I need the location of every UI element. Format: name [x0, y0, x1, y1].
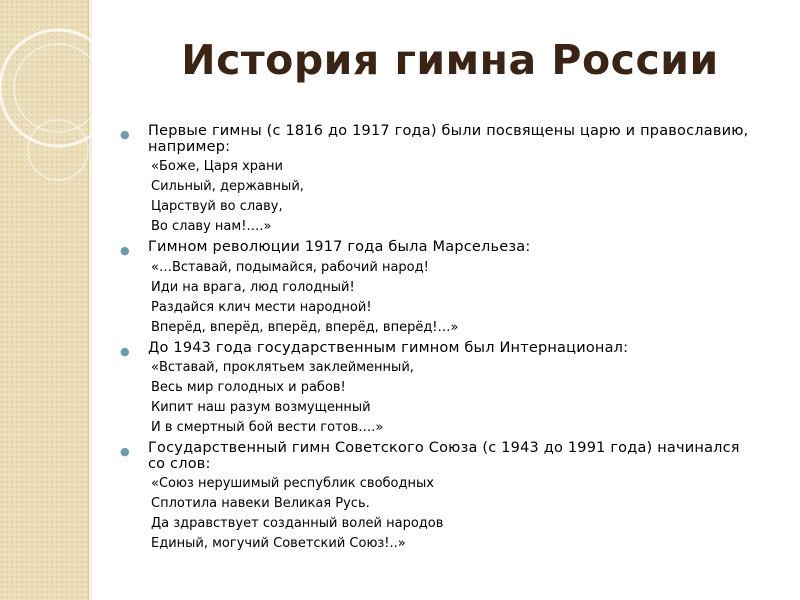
verse-line: Вперёд, вперёд, вперёд, вперёд, вперёд!…» [151, 319, 459, 335]
verse-line: Единый, могучий Советский Союз!..» [151, 536, 406, 551]
item-heading: Государственный гимн Советского Союза (с 1943 до 1991 года) начинался со слов: [148, 440, 740, 472]
verse-line: Царствуй во славу, [151, 199, 283, 214]
verse-line: «Союз нерушимый республик свободных [151, 476, 434, 491]
verse-line: «…Вставай, подымайся, рабочий народ! [151, 259, 429, 275]
circle-bullet-icon: ● [120, 244, 130, 257]
verse-line: «Боже, Царя храни [151, 159, 283, 174]
verse-line: И в смертный бой вести готов….» [151, 420, 384, 435]
list-item [118, 240, 758, 338]
page-title: История гимна России [181, 36, 719, 84]
verse-line: «Вставай, проклятьем заклейменный, [151, 360, 414, 375]
verse-line: Весь мир голодных и рабов! [151, 380, 346, 395]
verse-lines [148, 358, 758, 438]
slide-content [118, 124, 758, 554]
verse-line: Раздайся клич мести народной! [151, 299, 372, 315]
verse-line: Иди на врага, люд голодный! [151, 279, 355, 295]
verse-line: Да здравствует созданный волей народов [151, 516, 444, 531]
list-item [118, 441, 758, 554]
verse-line: Во славу нам!….» [151, 219, 272, 234]
item-heading: До 1943 года государственным гимном был Интернационал: [148, 339, 629, 356]
circle-bullet-icon: ● [120, 445, 130, 458]
circle-bullet-icon: ● [120, 128, 130, 141]
verse-line: Кипит наш разум возмущенный [151, 400, 371, 415]
verse-lines [148, 474, 758, 554]
verse-line: Сильный, державный, [151, 179, 304, 194]
verse-lines [148, 157, 758, 237]
verse-line: Сплотила навеки Великая Русь. [151, 496, 370, 511]
verse-lines [148, 258, 758, 338]
item-heading: Гимном революции 1917 года была Марсельеза: [148, 239, 531, 255]
list-item [118, 124, 758, 237]
circle-bullet-icon: ● [120, 344, 130, 358]
item-heading: Первые гимны (с 1816 до 1917 года) были посвящены царю и православию, например: [148, 123, 749, 155]
list-item [118, 341, 758, 439]
